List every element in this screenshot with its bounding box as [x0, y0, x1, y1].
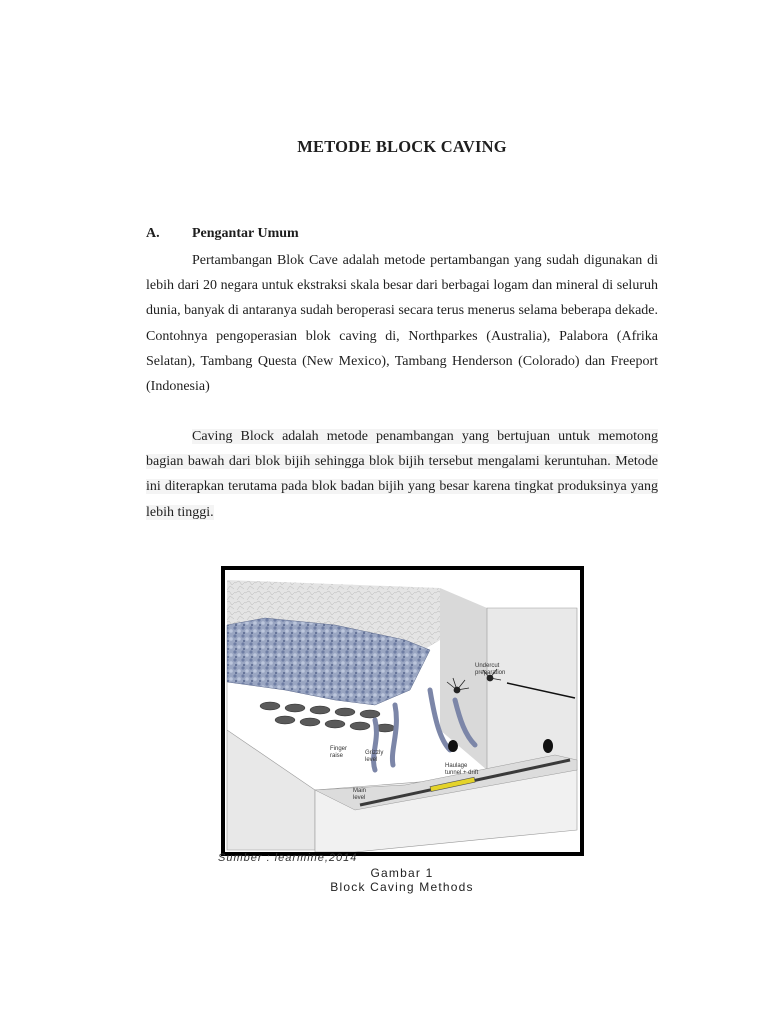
section-heading [146, 226, 299, 242]
label-undercut-1: Undercut [475, 663, 500, 669]
tunnel-portal-right [543, 739, 553, 753]
figure-source: Sumber : learmine,2014 [218, 852, 358, 864]
label-haulage-2: tunnel + drift [445, 770, 479, 776]
label-undercut-2: preparation [475, 670, 506, 676]
label-finger-2: raise [330, 753, 344, 759]
paragraph-2 [146, 424, 658, 525]
label-main-1: Main [353, 788, 367, 794]
block-caving-illustration [225, 570, 580, 852]
figure-frame [221, 566, 584, 856]
page-title: METODE BLOCK CAVING [297, 137, 507, 156]
paragraph-1 [146, 248, 658, 399]
figure-caption-title: Block Caving Methods [330, 880, 474, 894]
figure-caption-number: Gambar 1 [370, 866, 434, 880]
label-grizzly-2: level [365, 757, 378, 763]
label-grizzly-1: Grizzly [365, 750, 384, 756]
paragraph-1-text: Pertambangan Blok Cave adalah metode pertambangan yang sudah digunakan di lebih dari 20 negara untuk ekstraksi skala besar dari berbagai logam dan mineral di seluruh dunia, banyak di antaranya sudah beroperasi secara terus menerus selama beberapa dekade. Contohnya pengoperasian blok caving di, Northparkes (Australia), Palabora (Afrika Selatan), Tambang Questa (New Mexico), Tambang Henderson (Colorado) dan Freeport (Indonesia) [146, 253, 658, 395]
section-number: A. [146, 226, 160, 241]
label-main-2: level [353, 795, 366, 801]
label-haulage-1: Haulage [445, 763, 468, 769]
label-finger-1: Finger [330, 746, 348, 752]
paragraph-2-text: Caving Block adalah metode penambangan yang bertujuan untuk memotong bagian bawah dari blok bijih sehingga blok bijih tersebut mengalami keruntuhan. Metode ini diterapkan terutama pada blok badan bijih yang besar karena tingkat produksinya yang lebih tinggi. [146, 429, 658, 520]
tunnel-portal-left [448, 740, 458, 752]
section-title: Pengantar Umum [192, 226, 299, 241]
